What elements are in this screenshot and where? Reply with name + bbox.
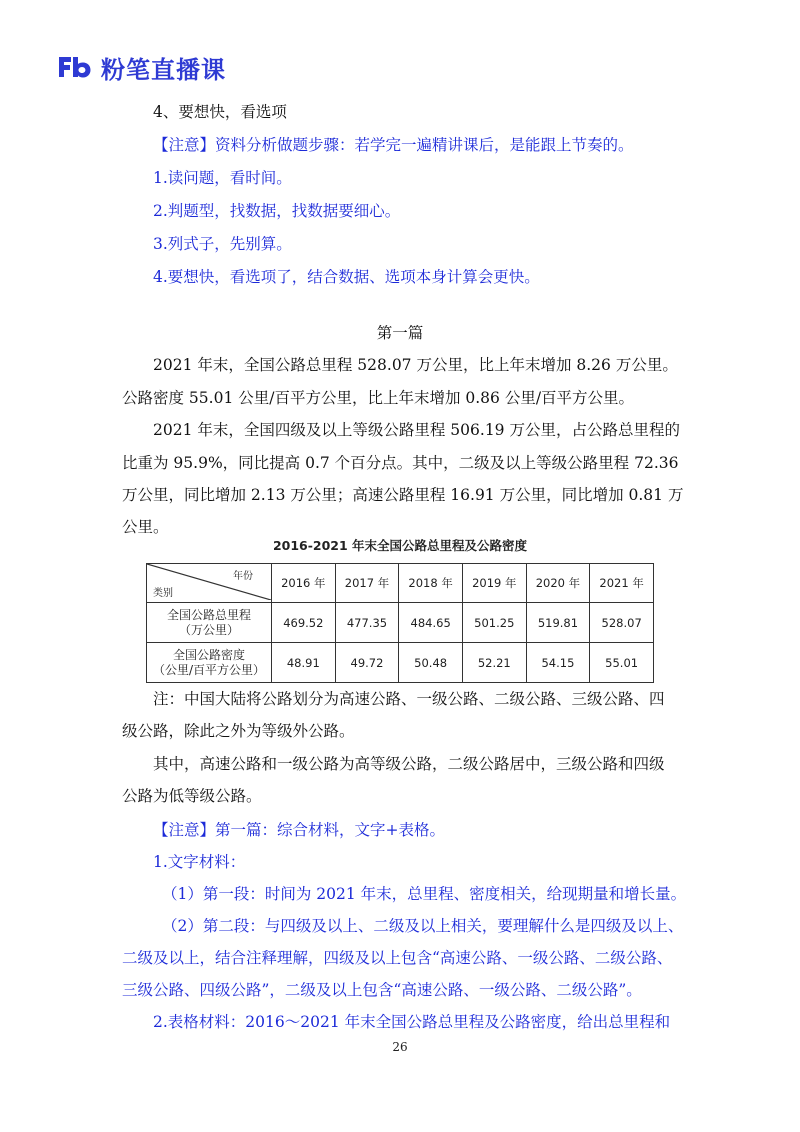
analysis-item: （1）第一段：时间为 2021 年末，总里程、密度相关，给现期量和增长量。 <box>162 885 687 903</box>
paragraph-line: 其中，高速公路和一级公路为高等级公路，二级公路居中，三级公路和四级 <box>153 755 665 773</box>
analysis-item: 2.表格材料：2016～2021 年末全国公路总里程及公路密度，给出总里程和 <box>153 1013 671 1031</box>
note-steps: 【注意】资料分析做题步骤：若学完一遍精讲课后，是能跟上节奏的。 <box>153 136 634 154</box>
brand-name: 粉笔直播课 <box>101 55 226 84</box>
paragraph-line: 2021 年末，全国公路总里程 528.07 万公里，比上年末增加 8.26 万公里。 <box>153 356 678 374</box>
table-cell: 49.72 <box>335 643 399 683</box>
list-item: 3.列式子，先别算。 <box>153 235 292 253</box>
column-header: 2018 年 <box>399 564 463 603</box>
corner-year-label: 年份 <box>233 571 253 582</box>
page-number: 26 <box>392 1040 408 1054</box>
table-cell: 477.35 <box>335 603 399 643</box>
analysis-item: 三级公路、四级公路”，二级及以上包含“高速公路、一级公路、二级公路”。 <box>122 981 642 999</box>
paragraph-line: 级公路，除此之外为等级外公路。 <box>122 722 355 740</box>
column-header: 2021 年 <box>590 564 654 603</box>
paragraph-line: 公路为低等级公路。 <box>122 787 262 805</box>
list-item: 4.要想快，看选项了，结合数据、选项本身计算会更快。 <box>153 268 540 286</box>
table-cell: 50.48 <box>399 643 463 683</box>
section-title: 第一篇 <box>376 324 424 342</box>
table-cell: 469.52 <box>272 603 336 643</box>
note-section1: 【注意】第一篇：综合材料，文字+表格。 <box>153 821 445 839</box>
table-cell: 55.01 <box>590 643 654 683</box>
step-4-heading: 4、要想快，看选项 <box>153 103 287 121</box>
table-cell: 484.65 <box>399 603 463 643</box>
paragraph-line: 万公里，同比增加 2.13 万公里；高速公路里程 16.91 万公里，同比增加 0.81 万 <box>122 486 684 504</box>
paragraph-line: 公里。 <box>122 518 169 536</box>
row-label-line: （公里/百平方公里） <box>152 662 266 677</box>
paragraph-line: 2021 年末，全国四级及以上等级公路里程 506.19 万公里，占公路总里程的 <box>153 421 680 439</box>
column-header: 2017 年 <box>335 564 399 603</box>
table-title: 2016-2021 年末全国公路总里程及公路密度 <box>272 538 528 553</box>
fb-logo-icon <box>57 54 93 80</box>
list-item: 2.判题型，找数据，找数据要细心。 <box>153 202 401 220</box>
table-cell: 54.15 <box>526 643 590 683</box>
table-corner-cell <box>147 564 272 603</box>
column-header: 2016 年 <box>272 564 336 603</box>
analysis-item: 二级及以上，结合注释理解，四级及以上包含“高速公路、一级公路、二级公路、 <box>122 949 673 967</box>
column-header: 2019 年 <box>462 564 526 603</box>
data-table-figure <box>146 535 654 683</box>
row-label <box>147 643 272 683</box>
header-brand <box>57 50 226 84</box>
row-label-line: 全国公路密度 <box>172 647 245 662</box>
data-table <box>146 563 654 683</box>
row-label-line: （万公里） <box>178 622 239 637</box>
table-cell: 519.81 <box>526 603 590 643</box>
list-item: 1.读问题，看时间。 <box>153 169 292 187</box>
corner-category-label: 类别 <box>153 588 173 599</box>
paragraph-line: 公路密度 55.01 公里/百平方公里，比上年末增加 0.86 公里/百平方公里。 <box>122 389 635 407</box>
row-label-line: 全国公路总里程 <box>166 607 251 622</box>
table-cell: 48.91 <box>272 643 336 683</box>
column-header: 2020 年 <box>526 564 590 603</box>
table-cell: 528.07 <box>590 603 654 643</box>
table-row <box>147 603 654 643</box>
table-cell: 52.21 <box>462 643 526 683</box>
table-header-row <box>147 564 654 603</box>
analysis-item: 1.文字材料： <box>153 853 246 871</box>
row-label <box>147 603 272 643</box>
paragraph-line: 注：中国大陆将公路划分为高速公路、一级公路、二级公路、三级公路、四 <box>153 690 665 708</box>
table-cell: 501.25 <box>462 603 526 643</box>
paragraph-line: 比重为 95.9%，同比提高 0.7 个百分点。其中，二级及以上等级公路里程 72.36 <box>122 454 679 472</box>
analysis-item: （2）第二段：与四级及以上、二级及以上相关，要理解什么是四级及以上、 <box>162 917 684 935</box>
table-row <box>147 643 654 683</box>
